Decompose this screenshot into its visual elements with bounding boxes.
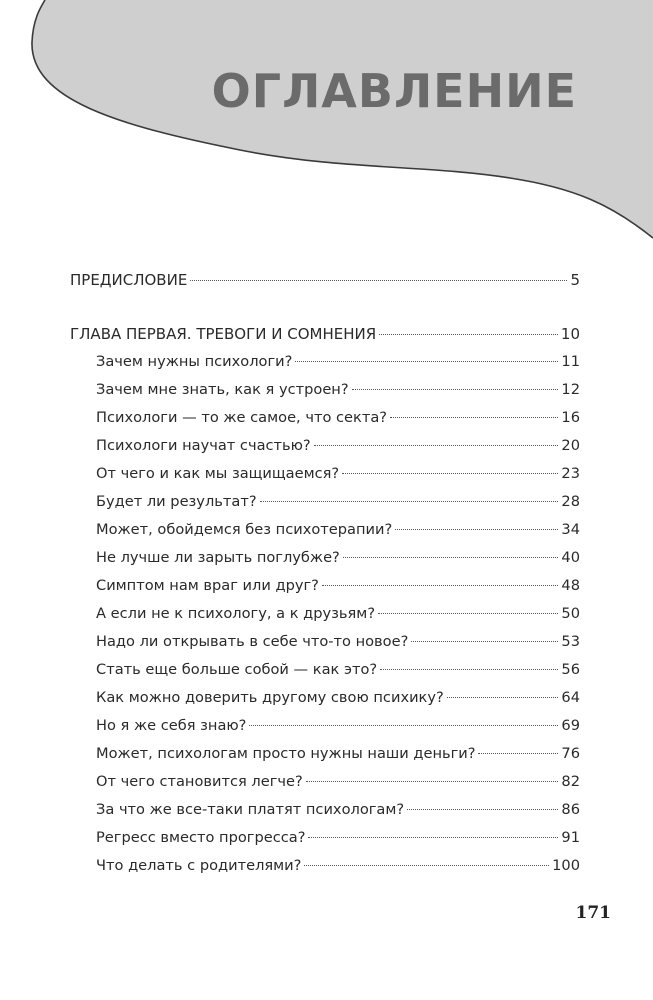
dot-leader	[407, 809, 558, 810]
dot-leader	[447, 697, 559, 698]
toc-entry-label: Будет ли результат?	[96, 493, 257, 510]
dot-leader	[342, 473, 558, 474]
toc-entry-label: Зачем нужны психологи?	[96, 353, 293, 370]
toc-entry-page: 82	[561, 773, 580, 790]
toc-entry-page: 40	[561, 549, 580, 566]
dot-leader	[390, 417, 558, 418]
toc-chapter[interactable]	[70, 320, 580, 348]
toc-entry-label: От чего становится легче?	[96, 773, 303, 790]
dot-leader	[190, 280, 567, 281]
toc-entry[interactable]	[70, 768, 580, 796]
toc-entry-label: Как можно доверить другому свою психику?	[96, 689, 444, 706]
toc-entry-page: 50	[561, 605, 580, 622]
toc-entry-page: 69	[561, 717, 580, 734]
page-title: ОГЛАВЛЕНИЕ	[211, 64, 577, 118]
toc-preface[interactable]	[70, 266, 580, 294]
toc-entry-page: 12	[561, 381, 580, 398]
toc-entry[interactable]	[70, 376, 580, 404]
toc-entry-label: Не лучше ли зарыть поглубже?	[96, 549, 340, 566]
toc-entry[interactable]	[70, 516, 580, 544]
dot-leader	[306, 781, 559, 782]
toc-entry-page: 100	[552, 857, 580, 874]
toc-entry-label: Надо ли открывать в себе что-то новое?	[96, 633, 409, 650]
toc-preface-page: 5	[570, 271, 580, 289]
toc-entry-label: Но я же себя знаю?	[96, 717, 247, 734]
toc-preface-label: ПРЕДИСЛОВИЕ	[70, 271, 188, 289]
toc-entry[interactable]	[70, 404, 580, 432]
toc-entry-page: 20	[561, 437, 580, 454]
toc-entry-label: За что же все-таки платят психологам?	[96, 801, 405, 818]
dot-leader	[308, 837, 558, 838]
toc-entry[interactable]	[70, 796, 580, 824]
toc-entry-label: Зачем мне знать, как я устроен?	[96, 381, 349, 398]
toc-entry[interactable]	[70, 600, 580, 628]
dot-leader	[411, 641, 558, 642]
toc-entry-page: 56	[561, 661, 580, 678]
toc-entry-page: 76	[561, 745, 580, 762]
toc-entry[interactable]	[70, 432, 580, 460]
toc-entry-page: 53	[561, 633, 580, 650]
toc-entry-page: 64	[561, 689, 580, 706]
toc-chapter-label: ГЛАВА ПЕРВАЯ. ТРЕВОГИ И СОМНЕНИЯ	[70, 325, 377, 343]
toc-entry-page: 34	[561, 521, 580, 538]
dot-leader	[379, 334, 558, 335]
toc-entry-page: 28	[561, 493, 580, 510]
toc-entry-label: Психологи научат счастью?	[96, 437, 311, 454]
dot-leader	[260, 501, 559, 502]
toc-entry-label: Симптом нам враг или друг?	[96, 577, 319, 594]
spacer	[70, 294, 580, 320]
toc-entry-label: Может, обойдемся без психотерапии?	[96, 521, 393, 538]
toc-entry[interactable]	[70, 544, 580, 572]
dot-leader	[314, 445, 559, 446]
toc-entry[interactable]	[70, 572, 580, 600]
toc-entry-label: А если не к психологу, а к друзьям?	[96, 605, 376, 622]
toc-entry-page: 86	[561, 801, 580, 818]
toc-entry-page: 16	[561, 409, 580, 426]
dot-leader	[322, 585, 559, 586]
toc-entry-page: 91	[561, 829, 580, 846]
toc-entry[interactable]	[70, 852, 580, 880]
toc-entry-label: Регресс вместо прогресса?	[96, 829, 306, 846]
dot-leader	[352, 389, 559, 390]
table-of-contents	[70, 266, 580, 880]
dot-leader	[378, 613, 558, 614]
page-number: 171	[575, 903, 611, 923]
dot-leader	[478, 753, 558, 754]
toc-entry-label: Что делать с родителями?	[96, 857, 302, 874]
dot-leader	[395, 529, 558, 530]
toc-entry[interactable]	[70, 460, 580, 488]
toc-entry[interactable]	[70, 628, 580, 656]
header-background	[0, 0, 653, 260]
toc-entry-label: Может, психологам просто нужны наши деньги?	[96, 745, 476, 762]
dot-leader	[343, 557, 559, 558]
toc-entry[interactable]	[70, 488, 580, 516]
dot-leader	[304, 865, 549, 866]
toc-entry-page: 48	[561, 577, 580, 594]
toc-entries	[70, 348, 580, 880]
toc-entry-page: 11	[561, 353, 580, 370]
toc-entry-label: От чего и как мы защищаемся?	[96, 465, 340, 482]
toc-entry[interactable]	[70, 684, 580, 712]
dot-leader	[295, 361, 558, 362]
toc-entry[interactable]	[70, 656, 580, 684]
toc-chapter-page: 10	[560, 325, 580, 343]
toc-entry-page: 23	[561, 465, 580, 482]
toc-entry[interactable]	[70, 824, 580, 852]
dot-leader	[249, 725, 558, 726]
toc-entry[interactable]	[70, 740, 580, 768]
toc-entry[interactable]	[70, 348, 580, 376]
toc-entry[interactable]	[70, 712, 580, 740]
toc-entry-label: Психологи — то же самое, что секта?	[96, 409, 388, 426]
toc-entry-label: Стать еще больше собой — как это?	[96, 661, 378, 678]
dot-leader	[380, 669, 558, 670]
